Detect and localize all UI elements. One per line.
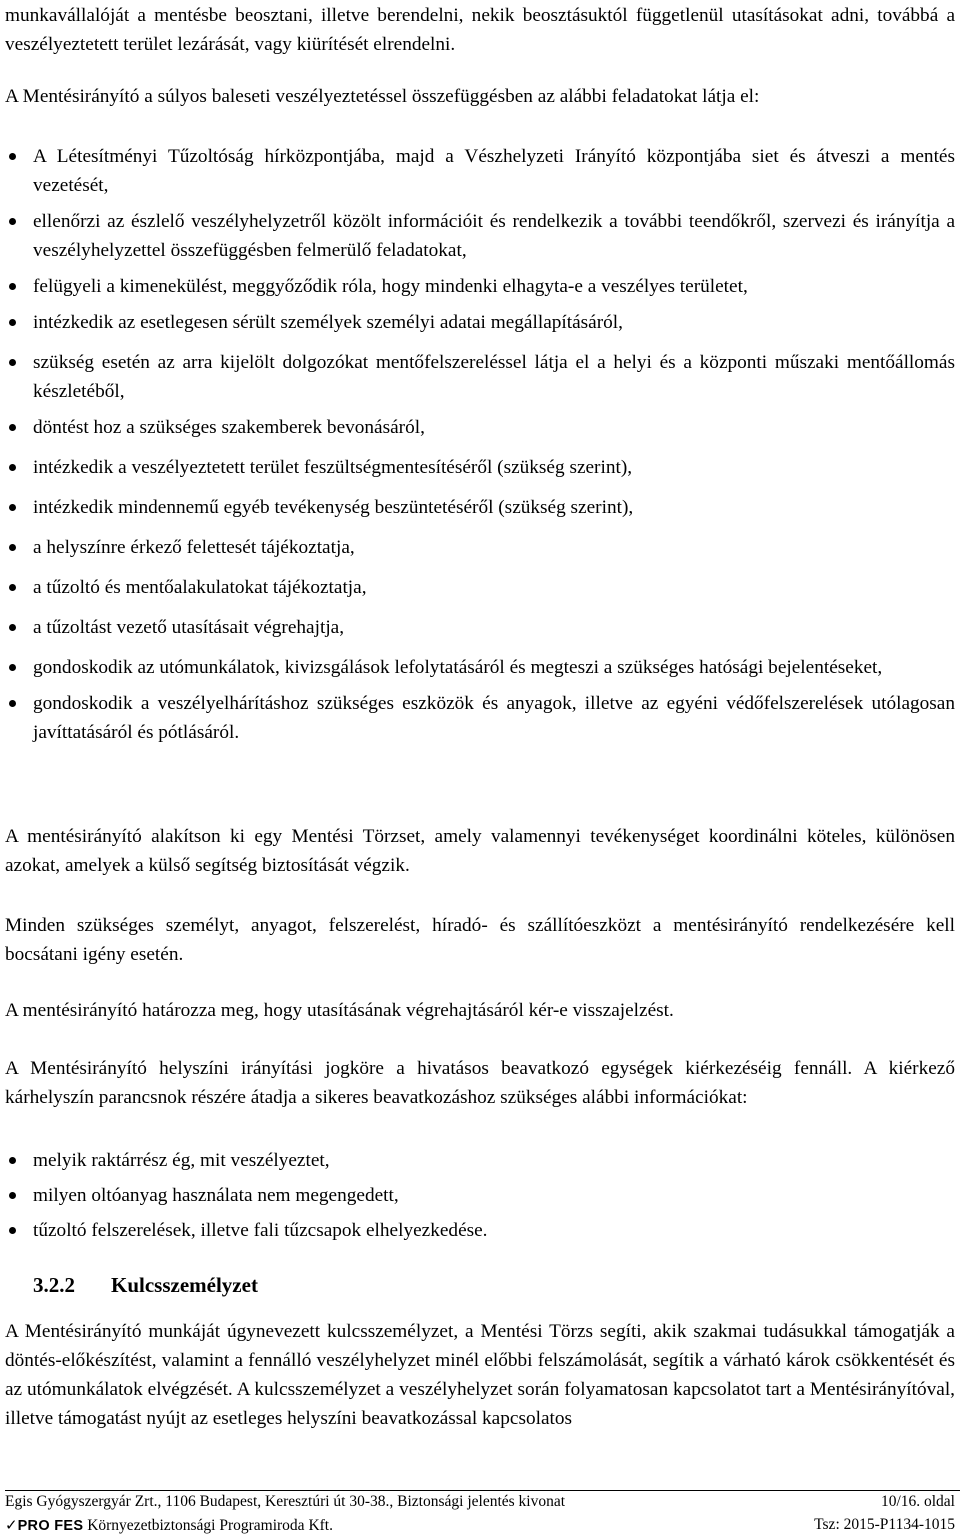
section-title: Kulcsszemélyzet: [111, 1273, 258, 1297]
footer-office-name: Környezetbiztonsági Programiroda Kft.: [87, 1517, 333, 1534]
tasks-intro-paragraph: A Mentésirányító a súlyos baleseti veszélyeztetéssel összefüggésben az alábbi feladatokat látja el:: [5, 86, 760, 107]
list-item: ellenőrzi az észlelő veszélyhelyzetről közölt információit és rendelkezik a további teendőkről, szervezi és irányítja a veszélyhelyzettel összefüggésben felmerülő feladatokat,: [5, 207, 955, 265]
list-item: gondoskodik a veszélyelhárításhoz szükséges eszközök és anyagok, illetve az egyéni védőfelszerelések utólagosan javíttatásáról és pótlásáról.: [5, 689, 955, 747]
list-item: intézkedik mindennemű egyéb tevékenység beszüntetéséről (szükség szerint),: [5, 493, 955, 522]
intro-continuation-paragraph: munkavállalóját a mentésbe beosztani, illetve berendelni, nekik beosztásuktól függetlenül utasításokat adni, továbbá a veszélyeztetett terület lezárását, vagy kiürítését elrendelni.: [5, 5, 955, 55]
footer-page-number: 10/16. oldal: [880, 1493, 955, 1510]
list-item: A Létesítményi Tűzoltóság hírközpontjába, majd a Vészhelyzeti Irányító központjába siet és átveszi a mentés vezetését,: [5, 142, 955, 200]
footer-document-id: Tsz: 2015-P1134-1015: [814, 1516, 955, 1533]
handover-list: [5, 1146, 955, 1245]
list-item: a tűzoltó és mentőalakulatokat tájékoztatja,: [5, 573, 955, 602]
section-heading: [33, 1271, 258, 1300]
key-personnel-paragraph: A Mentésirányító munkáját úgynevezett kulcsszemélyzet, a Mentési Törzs segíti, akik szakmai tudásukkal támogatják a döntés-előkészítést, valamint a fennálló veszélyhelyzet minél előbbi felszámolását, segítik a várható károk csökkentését és az utómunkálatok elvégzését. A kulcsszemélyzet a veszélyhelyzet során folyamatosan kapcsolatot tart a Mentésirányítóval, illetve támogatást nyújt az esetleges helyszíni beavatkozással kapcsolatos: [5, 1321, 955, 1429]
bullet-icon: [9, 464, 16, 471]
bullet-icon: [9, 319, 16, 326]
bullet-icon: [9, 504, 16, 511]
bullet-icon: [9, 700, 16, 707]
footer-left-group: [5, 1515, 333, 1536]
bullet-icon: [9, 1192, 16, 1199]
list-item: milyen oltóanyag használata nem megengedett,: [5, 1181, 955, 1210]
bullet-icon: [9, 153, 16, 160]
bullet-icon: [9, 359, 16, 366]
bullet-icon: [9, 424, 16, 431]
feedback-paragraph: A mentésirányító határozza meg, hogy utasításának végrehajtásáról kér-e visszajelzést.: [5, 1000, 674, 1021]
list-item: intézkedik az esetlegesen sérült személyek személyi adatai megállapításáról,: [5, 308, 955, 337]
bullet-icon: [9, 624, 16, 631]
bullet-icon: [9, 544, 16, 551]
list-item: döntést hoz a szükséges szakemberek bevonásáról,: [5, 413, 955, 442]
tasks-list: [5, 142, 955, 747]
bullet-icon: [9, 218, 16, 225]
list-item: felügyeli a kimenekülést, meggyőződik róla, hogy mindenki elhagyta-e a veszélyes területet,: [5, 272, 955, 301]
bullet-icon: [9, 283, 16, 290]
bullet-icon: [9, 1227, 16, 1234]
logo-text: PRO FES: [17, 1518, 84, 1534]
check-icon: ✓: [5, 1516, 18, 1534]
bullet-icon: [9, 664, 16, 671]
footer-company-address: Egis Gyógyszergyár Zrt., 1106 Budapest, Keresztúri út 30-38., Biztonsági jelentés kivonat: [5, 1493, 566, 1510]
list-item: tűzoltó felszerelések, illetve fali tűzcsapok elhelyezkedése.: [5, 1216, 955, 1245]
authority-paragraph: A Mentésirányító helyszíni irányítási jogköre a hivatásos beavatkozó egységek kiérkezéséig fennáll. A kiérkező kárhelyszín parancsnok részére átadja a sikeres beavatkozáshoz szükséges alábbi információkat:: [5, 1058, 955, 1108]
list-item: melyik raktárrész ég, mit veszélyeztet,: [5, 1146, 955, 1175]
mentesi-torzs-paragraph: A mentésirányító alakítson ki egy Mentési Törzset, amely valamennyi tevékenységet koordinálni köteles, különösen azokat, amelyek a külső segítség biztosítását végzik.: [5, 826, 955, 876]
footer-divider: [5, 1490, 960, 1491]
list-item: gondoskodik az utómunkálatok, kivizsgálások lefolytatásáról és megteszi a szükséges hatósági bejelentéseket,: [5, 653, 955, 682]
list-item: szükség esetén az arra kijelölt dolgozókat mentőfelszereléssel látja el a helyi és a központi műszaki mentőállomás készletéből,: [5, 348, 955, 406]
resources-paragraph: Minden szükséges személyt, anyagot, felszerelést, híradó- és szállítóeszközt a mentésirányító rendelkezésére kell bocsátani igény esetén.: [5, 915, 955, 965]
list-item: intézkedik a veszélyeztetett terület feszültségmentesítéséről (szükség szerint),: [5, 453, 955, 482]
bullet-icon: [9, 1157, 16, 1164]
list-item: a tűzoltást vezető utasításait végrehajtja,: [5, 613, 955, 642]
bullet-icon: [9, 584, 16, 591]
profes-logo-icon: [5, 1515, 83, 1536]
section-number: 3.2.2: [33, 1273, 75, 1297]
list-item: a helyszínre érkező felettesét tájékoztatja,: [5, 533, 955, 562]
